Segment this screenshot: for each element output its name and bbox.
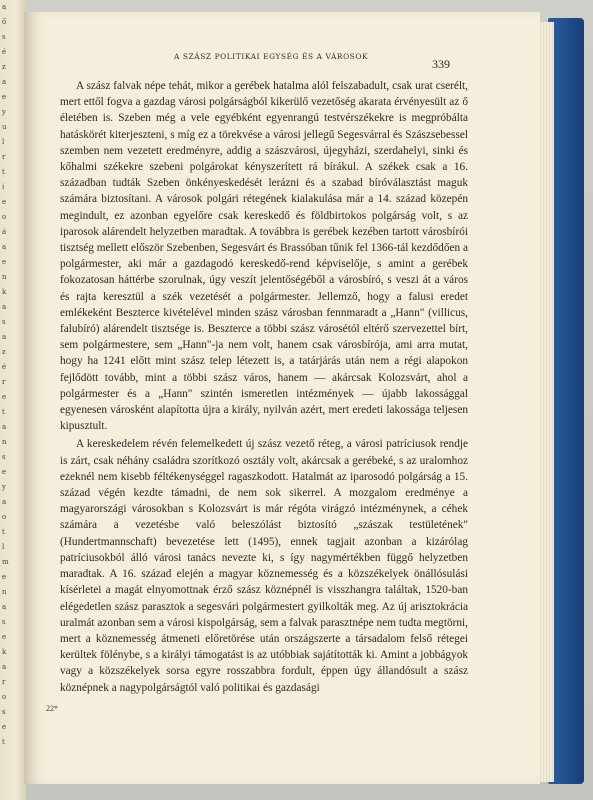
left-page-fragment: y [2,108,6,116]
left-page-edge [0,0,26,800]
left-page-fragment: k [2,288,7,296]
left-page-fragment: y [2,483,6,491]
left-page-fragment: a [2,303,7,311]
left-page-fragment: n [2,588,7,596]
left-page-fragment: ő [2,18,7,26]
left-page-fragment: e [2,468,7,476]
left-page-fragment: o [2,513,7,521]
left-page-fragment: é [2,48,7,56]
left-page-fragment: r [2,678,6,686]
left-page-fragment: s [2,33,6,41]
left-page-fragment: a [2,663,7,671]
left-page-fragment: e [2,393,7,401]
left-page-fragment: e [2,258,7,266]
left-page-fragment: n [2,438,7,446]
left-page-fragment: z [2,348,6,356]
left-page-fragment: l [2,543,5,551]
left-page-fragment: t [2,408,5,416]
left-page-fragment: r [2,153,6,161]
body-text [60,78,468,696]
left-page-fragment: k [2,648,7,656]
left-page-fragment: i [2,183,5,191]
left-page-fragment: s [2,453,6,461]
page-edges [538,22,554,782]
left-page-fragment: l [2,138,5,146]
left-page-fragment: a [2,603,7,611]
left-page-fragment: e [2,723,7,731]
left-page-fragment: o [2,693,7,701]
paragraph: A kereskedelem révén felemelkedett új szász vezető réteg, a városi patríciusok rendje is zárt, csak néhány családra szorítkozó osztály volt, akárcsak a gerébeké, s az uralomhoz ezeknél nem kisebb féltékenységgel ragaszkodott. Hatalmát az iparosodó polgárság a 15. század végén kezdte támadni, de nem sok sikerrel. A mozgalom eredménye a magyarországi városokban s Kolozsvárt is már régóta virágzó intézménynek, a céhek számára a vezetésbe való beleszólást biztosító „szászak testületének" (Hundertmannschaft) bevezetése lett (1495), ennek tagjait azonban a kizárólag patríciusokból álló városi tanács nevezte ki, s így nagymértékben függő helyzetben maradtak. A 16. század elején a magyar köznemesség és a közszékelyek önállósulási kísérletei a magát elnyomottnak érző szász köznépnél is visszhangra találtak, 1520-ban elégedetlen szász parasztok a segesvári polgármestert gyilkolták meg. Az új arisztokrácia uralmát azonban sem a városi kispolgárság, sem a falvak parasztnépe nem tudta megtörni, mert a köznemesség átmeneti előretörése után országszerte a társadalom felső rétegei kerültek fölénybe, s a királyi támogatást is az utóbbiak sajátították ki. Amint a jobbágyok vagy a közszékelyek sorsa egyre rosszabbra fordult, éppen úgy állandósult a szász köznépnek a nagypolgárságtól való politikai és gazdasági [60,438,468,694]
left-page-fragment: m [2,558,9,566]
left-page-fragment: e [2,93,7,101]
left-page-fragments [0,0,26,750]
running-head: A SZÁSZ POLITIKAI EGYSÉG ÉS A VÁROSOK [174,52,369,61]
left-page-fragment: a [2,498,7,506]
left-page-fragment: á [2,228,7,236]
left-page-fragment: o [2,213,7,221]
page-number: 339 [432,57,450,71]
left-page-fragment: e [2,198,7,206]
book-page [24,12,540,784]
left-page-fragment: a [2,78,7,86]
left-page-fragment: t [2,738,5,746]
left-page-fragment: e [2,573,7,581]
paragraph: A szász falvak népe tehát, mikor a gerébek hatalma alól felszabadult, csak urat cserélt, mert ettől fogva a gazdag városi polgárságból kikerülő vezetőség akarata érvényesült az ő életében is. Szeben még a vele egyébként egyenrangú testvérszékekre is megpróbálta hatáskörét kiterjeszteni, s míg ez a törekvése a városi jellegű Segesvárral és Szászsebessel szemben nem vezetett eredményre, addig a szászvárosi, újegyházi, szerdahelyi, sinki és kőhalmi székekre szebeni polgárokat kényszerített rá bírákul. A székek csak a 16. században tudták Szeben önkényeskedését lerázni és a szabad bíróválasztást maguk számára biztosítani. A városok polgári rétegének kialakulása már a 14. század közepén megindult, ez azonban egyelőre csak kereskedő és földbirtokos polgárság volt, s az iparosok alárendelt helyzetben maradtak. A továbbra is gerébek kezében tartott városbírói tisztség mellett először Szebenben, Segesvárt és Brassóban tűnik fel 1366-tál kezdődően a polgármester, aki már a gazdagodó kereskedő-rend képviselője, s amint a gerébek fokozatosan háttérbe szorulnak, úgy veszít jelentőségéből a városbíró, s veszi át a város és rajta keresztül a szék vezetését a polgármester. Jellemző, hogy a falusi eredet emlékeként Beszterce kivételével minden szász városban fennmaradt a „Hann" (villicus, falubíró) alárendelt tisztsége is. Beszterce a többi szász városétól eltérő szervezettel bírt, sem polgármestere, sem „Hann"-ja nem volt, hanem csak városbírója, ami arra mutat, hogy ha 1241 előtt mint szász telep létezett is, a tatárjárás után nem a régi alapokon fejlődött tovább, mint a többi szász város, hanem — akárcsak Kolozsvárt, ahol a polgármester és a „Hann" szintén ismeretlen intézmények — újabb lakossággal egyenesen városként alapította újra a király, nyilván azért, mert eredeti lakossága teljesen kipusztult. [60,80,468,433]
left-page-fragment: r [2,378,6,386]
left-page-fragment: t [2,528,5,536]
left-page-fragment: z [2,63,6,71]
left-page-fragment: n [2,273,7,281]
left-page-fragment: a [2,243,7,251]
left-page-fragment: e [2,633,7,641]
left-page-fragment: u [2,123,7,131]
left-page-fragment: t [2,168,5,176]
left-page-fragment: s [2,708,6,716]
left-page-fragment: a [2,423,7,431]
left-page-fragment: a [2,333,7,341]
left-page-fragment: a [2,3,7,11]
signature-mark: 22* [46,704,58,713]
left-page-fragment: é [2,363,7,371]
left-page-fragment: s [2,618,6,626]
left-page-fragment: s [2,318,6,326]
